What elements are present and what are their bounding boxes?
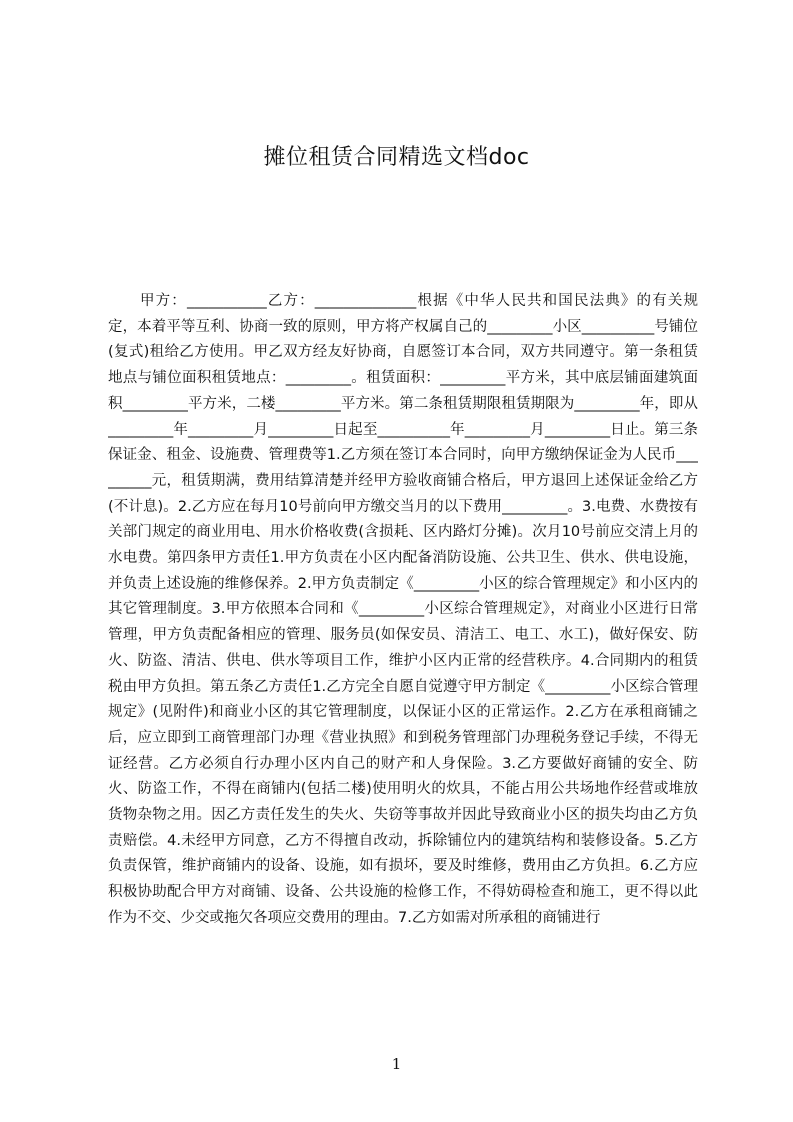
page-number: 1 — [391, 1055, 402, 1073]
contract-body-paragraph: 甲方：___________乙方：______________根据《中华人民共和国民法典》的有关规定，本着平等互利、协商一致的原则，甲方将产权属自己的_________小区__________号铺位(复式)租给乙方使用。甲乙双方经友好协商，自愿签订本合同，双方共同遵守。第一条租赁地点与铺位面积租赁地点：_________。租赁面积：_________平方米，其中底层铺面建筑面积_________平方米，二楼_________平方米。第二条租赁期限租赁期限为_________年，即从_________年_________月_________日起至__________年_________月_________日止。第三条保证金、租金、设施费、管理费等1.乙方须在签订本合同时，向甲方缴纳保证金为人民币_________元，租赁期满，费用结算清楚并经甲方验收商铺合格后，甲方退回上述保证金给乙方(不计息)。2.乙方应在每月10号前向甲方缴交当月的以下费用_________。3.电费、水费按有关部门规定的商业用电、用水价格收费(含损耗、区内路灯分摊)。次月10号前应交清上月的水电费。第四条甲方责任1.甲方负责在小区内配备消防设施、公共卫生、供水、供电设施，并负责上述设施的维修保养。2.甲方负责制定《_________小区的综合管理规定》和小区内的其它管理制度。3.甲方依照本合同和《_________小区综合管理规定》，对商业小区进行日常管理，甲方负责配备相应的管理、服务员(如保安员、清洁工、电工、水工)，做好保安、防火、防盗、清洁、供电、供水等项目工作，维护小区内正常的经营秩序。4.合同期内的租赁税由甲方负担。第五条乙方责任1.乙方完全自愿自觉遵守甲方制定《_________小区综合管理规定》(见附件)和商业小区的其它管理制度，以保证小区的正常运作。2.乙方在承租商铺之后，应立即到工商管理部门办理《营业执照》和到税务管理部门办理税务登记手续，不得无证经营。乙方必须自行办理小区内自己的财产和人身保险。3.乙方要做好商铺的安全、防火、防盗工作，不得在商铺内(包括二楼)使用明火的炊具，不能占用公共场地作经营或堆放货物杂物之用。因乙方责任发生的失火、失窃等事故并因此导致商业小区的损失均由乙方负责赔偿。4.未经甲方同意，乙方不得擅自改动，拆除铺位内的建筑结构和装修设备。5.乙方负责保管，维护商铺内的设备、设施，如有损坏，要及时维修，费用由乙方负担。6.乙方应积极协助配合甲方对商铺、设备、公共设施的检修工作，不得妨碍检查和施工，更不得以此作为不交、少交或拖欠各项应交费用的理由。7.乙方如需对所承租的商铺进行 — [108, 293, 698, 926]
document-title: 摊位租赁合同精选文档doc — [263, 145, 530, 170]
